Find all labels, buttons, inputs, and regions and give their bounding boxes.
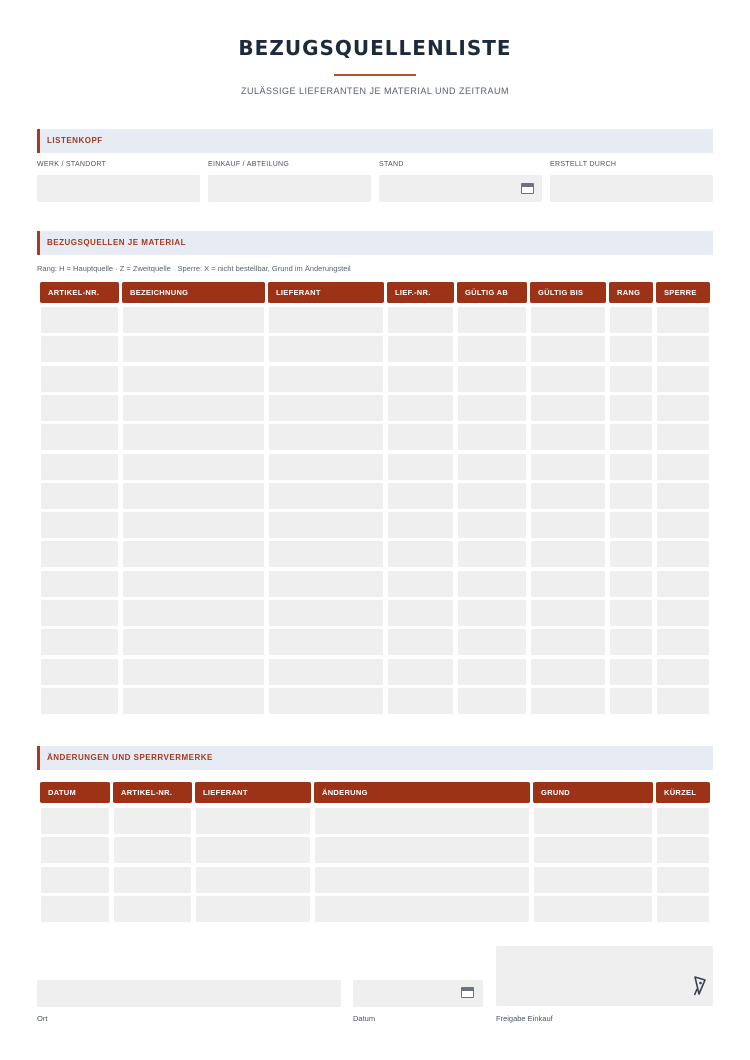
table-cell[interactable]: [269, 483, 383, 509]
table-cell[interactable]: [531, 424, 605, 450]
table-cell[interactable]: [657, 336, 709, 362]
table-cell[interactable]: [123, 659, 264, 685]
table-cell[interactable]: [534, 867, 652, 893]
table-cell[interactable]: [315, 808, 529, 834]
column-header: GRUND: [533, 782, 653, 803]
table-cell[interactable]: [269, 307, 383, 333]
table-cell[interactable]: [41, 307, 118, 333]
table-cell[interactable]: [41, 808, 109, 834]
column-header: RANG: [609, 282, 653, 303]
section-header-aenderungen: [37, 746, 713, 770]
table-cell[interactable]: [315, 867, 529, 893]
table-cell[interactable]: [657, 867, 709, 893]
column-header: GÜLTIG AB: [457, 282, 527, 303]
label-erstellt-durch: ERSTELLT DURCH: [550, 161, 617, 168]
table-cell[interactable]: [657, 307, 709, 333]
ort-field[interactable]: [37, 980, 341, 1007]
table-cell[interactable]: [657, 366, 709, 392]
column-header: BEZEICHNUNG: [122, 282, 265, 303]
erstellt-durch-field[interactable]: [550, 175, 713, 202]
section-title: ÄNDERUNGEN UND SPERRVERMERKE: [47, 753, 213, 762]
table-cell[interactable]: [657, 454, 709, 480]
table-cell[interactable]: [458, 688, 526, 714]
table-cell[interactable]: [388, 512, 453, 538]
table-cell[interactable]: [114, 837, 191, 863]
column-header: LIEF.-NR.: [387, 282, 454, 303]
table-cell[interactable]: [458, 336, 526, 362]
table-cell[interactable]: [269, 395, 383, 421]
table-cell[interactable]: [41, 395, 118, 421]
table-cell[interactable]: [269, 629, 383, 655]
title-divider: [334, 74, 416, 76]
table-cell[interactable]: [458, 512, 526, 538]
calendar-icon[interactable]: [461, 987, 474, 998]
table-cell[interactable]: [657, 512, 709, 538]
column-header: LIEFERANT: [195, 782, 311, 803]
table-cell[interactable]: [41, 541, 118, 567]
table-cell[interactable]: [123, 512, 264, 538]
table-cell[interactable]: [531, 512, 605, 538]
column-header: ARTIKEL-NR.: [40, 282, 119, 303]
table-cell[interactable]: [531, 659, 605, 685]
table-cell[interactable]: [458, 541, 526, 567]
column-header: SPERRE: [656, 282, 710, 303]
pen-nib-icon: [693, 975, 707, 997]
einkauf-abteilung-field[interactable]: [208, 175, 371, 202]
label-stand: STAND: [379, 161, 404, 168]
table-cell[interactable]: [657, 837, 709, 863]
table-cell[interactable]: [114, 867, 191, 893]
table-cell[interactable]: [123, 571, 264, 597]
table-cell[interactable]: [315, 896, 529, 922]
table-cell[interactable]: [114, 808, 191, 834]
table-cell[interactable]: [610, 366, 652, 392]
document-title: BEZUGSQUELLENLISTE: [238, 36, 512, 60]
table-cell[interactable]: [41, 483, 118, 509]
calendar-icon[interactable]: [521, 183, 534, 194]
table-cell[interactable]: [531, 541, 605, 567]
table-cell[interactable]: [388, 541, 453, 567]
table-cell[interactable]: [657, 600, 709, 626]
table-cell[interactable]: [458, 366, 526, 392]
table-cell[interactable]: [123, 688, 264, 714]
table-cell[interactable]: [269, 366, 383, 392]
table-cell[interactable]: [269, 541, 383, 567]
table-cell[interactable]: [458, 454, 526, 480]
table-cell[interactable]: [269, 454, 383, 480]
section-title: LISTENKOPF: [47, 136, 103, 145]
table-cell[interactable]: [458, 600, 526, 626]
column-header: LIEFERANT: [268, 282, 384, 303]
table-cell[interactable]: [41, 571, 118, 597]
column-header: KÜRZEL: [656, 782, 710, 803]
table-cell[interactable]: [41, 688, 118, 714]
table-cell[interactable]: [123, 424, 264, 450]
table-cell[interactable]: [458, 395, 526, 421]
column-header: ARTIKEL-NR.: [113, 782, 192, 803]
datum-label: Datum: [353, 1014, 376, 1023]
section-header-listenkopf: [37, 129, 713, 153]
table-cell[interactable]: [196, 837, 310, 863]
table-cell[interactable]: [458, 483, 526, 509]
table-cell[interactable]: [196, 808, 310, 834]
table-cell[interactable]: [531, 307, 605, 333]
table-cell[interactable]: [41, 629, 118, 655]
table-cell[interactable]: [657, 395, 709, 421]
table-cell[interactable]: [196, 867, 310, 893]
table-cell[interactable]: [610, 336, 652, 362]
table-cell[interactable]: [534, 808, 652, 834]
table-cell[interactable]: [388, 336, 453, 362]
table-cell[interactable]: [657, 688, 709, 714]
table-cell[interactable]: [657, 571, 709, 597]
table-cell[interactable]: [657, 896, 709, 922]
table-cell[interactable]: [123, 454, 264, 480]
table-cell[interactable]: [41, 366, 118, 392]
table-cell[interactable]: [269, 512, 383, 538]
table-cell[interactable]: [41, 600, 118, 626]
table-cell[interactable]: [41, 512, 118, 538]
table-cell[interactable]: [458, 571, 526, 597]
table-cell[interactable]: [41, 336, 118, 362]
table-cell[interactable]: [657, 629, 709, 655]
signature-field[interactable]: [496, 946, 713, 1006]
ort-label: Ort: [37, 1014, 48, 1023]
table-cell[interactable]: [657, 541, 709, 567]
table-cell[interactable]: [610, 424, 652, 450]
table-cell[interactable]: [123, 541, 264, 567]
table-cell[interactable]: [610, 571, 652, 597]
column-header: ÄNDERUNG: [314, 782, 530, 803]
column-header: GÜLTIG BIS: [530, 282, 606, 303]
table-cell[interactable]: [269, 571, 383, 597]
table-cell[interactable]: [610, 600, 652, 626]
table-cell[interactable]: [388, 571, 453, 597]
table-cell[interactable]: [534, 896, 652, 922]
table-cell[interactable]: [41, 454, 118, 480]
table-cell[interactable]: [123, 395, 264, 421]
table-cell[interactable]: [657, 808, 709, 834]
table-cell[interactable]: [123, 307, 264, 333]
legend-hint: Rang: H = Hauptquelle · Z = Zweitquelle · Sperre: X = nicht bestellbar, Grund im Änderungsteil: [37, 264, 351, 273]
table-cell[interactable]: [123, 483, 264, 509]
table-cell[interactable]: [388, 629, 453, 655]
section-header-bezugsquellen: [37, 231, 713, 255]
table-cell[interactable]: [123, 336, 264, 362]
table-cell[interactable]: [657, 483, 709, 509]
document-subtitle: ZULÄSSIGE LIEFERANTEN JE MATERIAL UND ZEITRAUM: [240, 86, 510, 96]
table-cell[interactable]: [41, 424, 118, 450]
table-cell[interactable]: [388, 659, 453, 685]
table-cell[interactable]: [531, 600, 605, 626]
table-cell[interactable]: [388, 307, 453, 333]
freigabe-label: Freigabe Einkauf: [496, 1014, 553, 1023]
table-cell[interactable]: [269, 336, 383, 362]
table-cell[interactable]: [196, 896, 310, 922]
table-cell[interactable]: [610, 395, 652, 421]
table-cell[interactable]: [41, 896, 109, 922]
table-cell[interactable]: [610, 512, 652, 538]
stand-date-field[interactable]: [379, 175, 542, 202]
table-cell[interactable]: [41, 659, 118, 685]
table-cell[interactable]: [610, 688, 652, 714]
table-cell[interactable]: [531, 571, 605, 597]
table-cell[interactable]: [388, 366, 453, 392]
table-cell[interactable]: [531, 336, 605, 362]
table-cell[interactable]: [41, 867, 109, 893]
table-cell[interactable]: [388, 424, 453, 450]
table-cell[interactable]: [123, 600, 264, 626]
table-cell[interactable]: [114, 896, 191, 922]
table-cell[interactable]: [531, 454, 605, 480]
label-einkauf-abteilung: EINKAUF / ABTEILUNG: [208, 161, 290, 168]
table-cell[interactable]: [388, 600, 453, 626]
table-cell[interactable]: [610, 541, 652, 567]
table-cell[interactable]: [41, 837, 109, 863]
table-cell[interactable]: [610, 307, 652, 333]
table-cell[interactable]: [610, 629, 652, 655]
table-cell[interactable]: [531, 483, 605, 509]
table-cell[interactable]: [458, 629, 526, 655]
table-cell[interactable]: [610, 454, 652, 480]
table-cell[interactable]: [657, 659, 709, 685]
table-cell[interactable]: [531, 629, 605, 655]
table-cell[interactable]: [123, 629, 264, 655]
column-header: DATUM: [40, 782, 110, 803]
table-cell[interactable]: [458, 307, 526, 333]
table-cell[interactable]: [269, 424, 383, 450]
table-cell[interactable]: [534, 837, 652, 863]
table-cell[interactable]: [531, 395, 605, 421]
table-cell[interactable]: [388, 483, 453, 509]
table-cell[interactable]: [269, 659, 383, 685]
table-cell[interactable]: [269, 600, 383, 626]
label-werk-standort: WERK / STANDORT: [37, 161, 107, 168]
section-title: BEZUGSQUELLEN JE MATERIAL: [47, 238, 187, 247]
table-cell[interactable]: [388, 395, 453, 421]
table-cell[interactable]: [388, 688, 453, 714]
table-cell[interactable]: [458, 424, 526, 450]
table-cell[interactable]: [388, 454, 453, 480]
table-cell[interactable]: [657, 424, 709, 450]
werk-standort-field[interactable]: [37, 175, 200, 202]
table-cell[interactable]: [458, 659, 526, 685]
table-cell[interactable]: [123, 366, 264, 392]
table-cell[interactable]: [269, 688, 383, 714]
table-cell[interactable]: [315, 837, 529, 863]
table-cell[interactable]: [531, 688, 605, 714]
table-cell[interactable]: [610, 659, 652, 685]
table-cell[interactable]: [531, 366, 605, 392]
table-cell[interactable]: [610, 483, 652, 509]
